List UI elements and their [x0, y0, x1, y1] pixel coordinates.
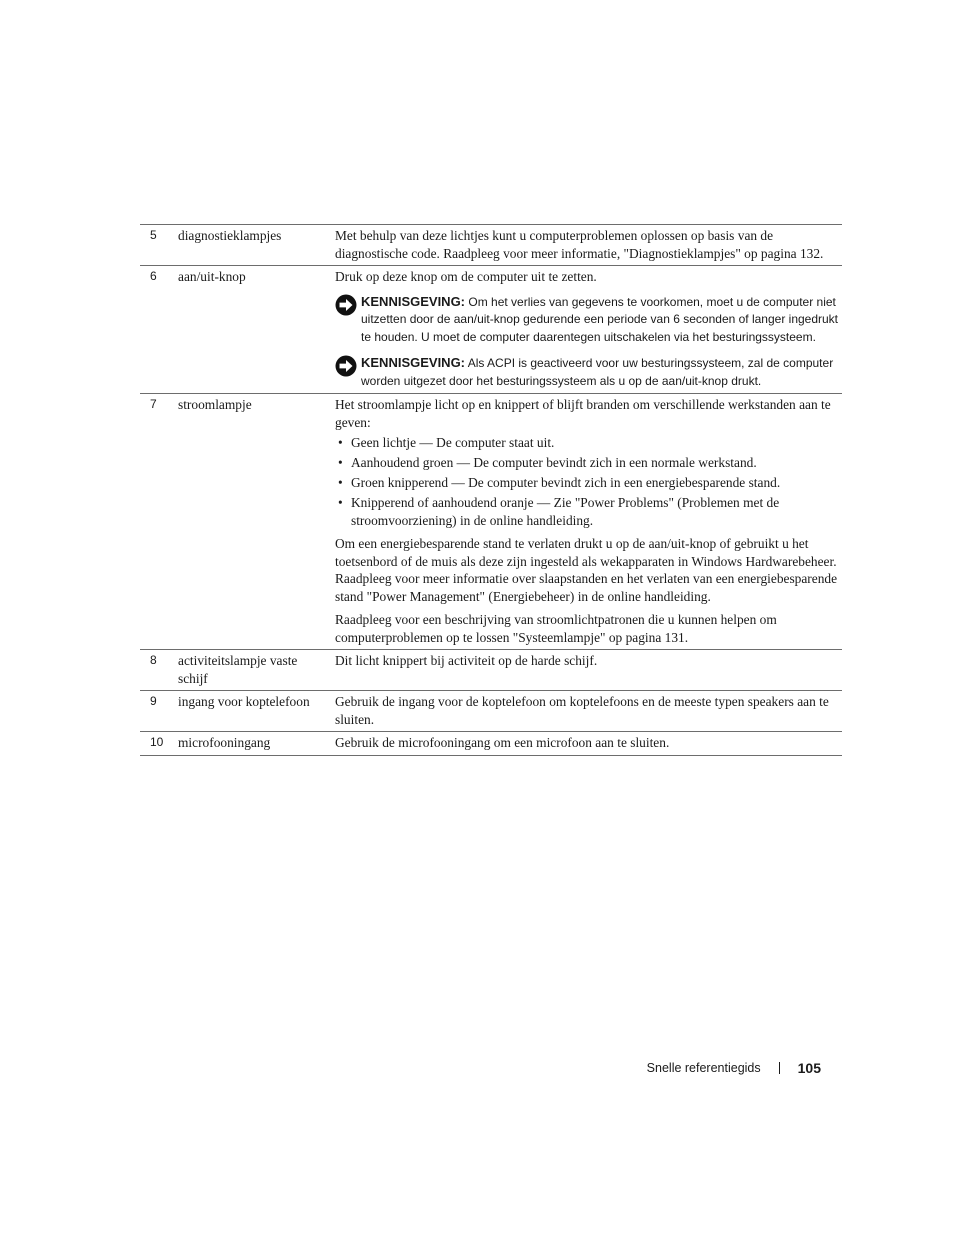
description-text: Gebruik de microfooningang om een microfoon aan te sluiten.	[335, 735, 670, 750]
component-description	[335, 268, 842, 390]
table-row	[140, 225, 842, 266]
status-list	[335, 434, 842, 529]
bullet-icon: •	[338, 475, 343, 490]
list-item-text: Aanhoudend groen — De computer bevindt zich in een normale werkstand.	[351, 455, 757, 470]
page-number: 105	[797, 1060, 821, 1076]
description-text: Om een energiebesparende stand te verlaten drukt u op de aan/uit-knop of gebruikt u het toetsenbord of de muis als deze zijn ingesteld als wekapparaten in Windows Hardwarebeheer. Raadpleeg voor meer informatie over slaapstanden en het verlaten van een energiebesparende stand "Power Management" (Energiebeheer) in de online handleiding.	[335, 536, 838, 604]
notice-arrow-icon	[335, 293, 361, 347]
component-table	[140, 224, 842, 756]
list-item	[335, 474, 842, 492]
table-row	[140, 394, 842, 650]
list-item-text: Groen knipperend — De computer bevindt zich in een energiebesparende stand.	[351, 475, 781, 490]
table-row	[140, 732, 842, 756]
description-text: Het stroomlampje licht op en knippert of blijft branden om verschillende werkstanden aan te geven:	[335, 397, 831, 430]
description-text: Met behulp van deze lichtjes kunt u computerproblemen oplossen op basis van de diagnostische code. Raadpleeg voor meer informatie, "Diagnostieklampjes" op pagina 132.	[335, 228, 824, 261]
table-row	[140, 650, 842, 691]
notice-body: Om het verlies van gegevens te voorkomen, moet u de computer niet uitzetten door de aan/uit-knop gedurende een periode van 6 seconden of langer ingedrukt te houden. U moet de computer daarentegen uitschakelen via het besturingssysteem.	[361, 294, 839, 344]
footer-divider	[779, 1062, 780, 1074]
component-name: stroomlampje	[178, 397, 252, 412]
component-description	[335, 734, 842, 752]
notice-block	[335, 293, 842, 347]
description-text: Druk op deze knop om de computer uit te zetten.	[335, 269, 597, 284]
component-name: ingang voor koptelefoon	[178, 694, 310, 709]
list-item	[335, 454, 842, 472]
bullet-icon: •	[338, 455, 343, 470]
list-item-text: Knipperend of aanhoudend oranje — Zie "Power Problems" (Problemen met de stroomvoorziening) in de online handleiding.	[351, 495, 780, 528]
bullet-icon: •	[338, 435, 343, 450]
component-description	[335, 693, 842, 728]
component-name: activiteitslampje vaste schijf	[178, 653, 298, 686]
component-description	[335, 396, 842, 646]
notice-label: KENNISGEVING:	[361, 355, 466, 370]
row-number: 9	[150, 694, 157, 708]
list-item-text: Geen lichtje — De computer staat uit.	[351, 435, 555, 450]
row-number: 8	[150, 653, 157, 667]
notice-text	[361, 293, 842, 347]
notice-label: KENNISGEVING:	[361, 293, 466, 309]
notice-body: Als ACPI is geactiveerd voor uw besturingssysteem, zal de computer worden uitgezet door het besturingssysteem als u op de aan/uit-knop drukt.	[361, 356, 834, 388]
footer-section-title: Snelle referentiegids	[646, 1061, 761, 1075]
row-number: 7	[150, 397, 157, 411]
page-footer	[647, 1060, 821, 1076]
description-text: Raadpleeg voor een beschrijving van stroomlichtpatronen die u kunnen helpen om computerproblemen op te lossen "Systeemlampje" op pagina 131.	[335, 612, 777, 645]
row-number: 5	[150, 228, 157, 242]
component-description	[335, 652, 842, 687]
component-name: diagnostieklampjes	[178, 228, 282, 243]
description-text: Gebruik de ingang voor de koptelefoon om koptelefoons en de meeste typen speakers aan te sluiten.	[335, 694, 829, 727]
row-number: 6	[150, 269, 157, 283]
notice-arrow-icon	[335, 354, 361, 390]
table-row	[140, 691, 842, 732]
notice-block	[335, 354, 842, 390]
bullet-icon: •	[338, 495, 343, 510]
component-name: aan/uit-knop	[178, 269, 246, 284]
row-number: 10	[150, 735, 164, 749]
component-description	[335, 227, 842, 262]
component-name: microfooningang	[178, 735, 271, 750]
list-item	[335, 434, 842, 452]
description-text: Dit licht knippert bij activiteit op de harde schijf.	[335, 653, 598, 668]
notice-text	[361, 354, 842, 390]
table-row	[140, 266, 842, 394]
list-item	[335, 494, 842, 529]
